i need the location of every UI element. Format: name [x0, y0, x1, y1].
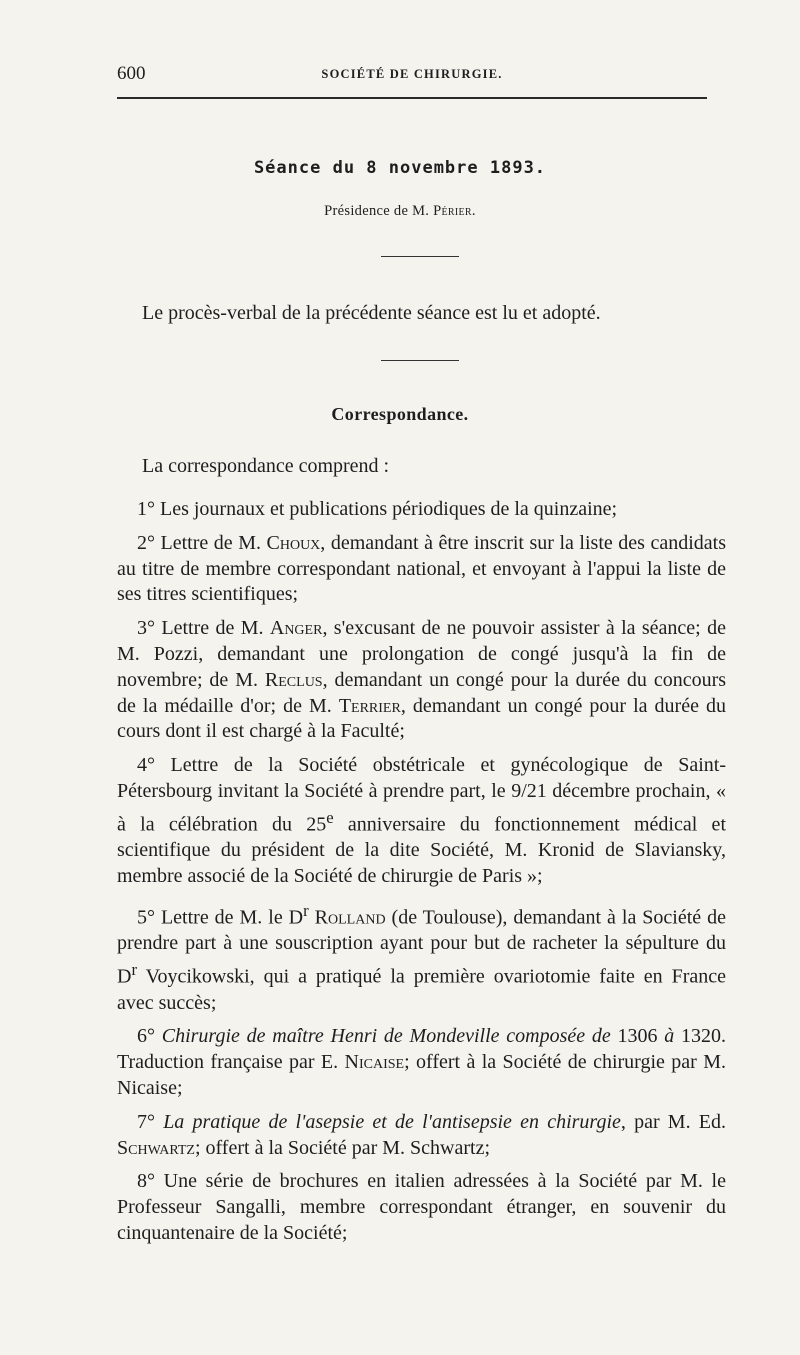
item-text: 3° Lettre de M.	[137, 617, 270, 640]
list-item	[117, 1024, 726, 1101]
person-name: Terrier	[338, 694, 401, 717]
item-text: 6°	[137, 1025, 162, 1048]
item-text: Voycikowski, qui a pratiqué la première ovariotomie faite en France avec succès;	[117, 965, 726, 1014]
list-item	[117, 1169, 726, 1246]
person-name: Anger	[269, 617, 323, 640]
item-text: , demandant un congé pour la durée du cours dont il est chargé à la Faculté;	[117, 694, 726, 743]
item-text: 8° Une série de brochures en italien adressées à la Société par M. le Professeur Sangalli, membre correspondant étranger, en souvenir du cinquantenaire de la Société;	[117, 1170, 726, 1244]
list-item	[117, 616, 726, 745]
item-text: 1° Les journaux et publications périodiques de la quinzaine;	[137, 498, 618, 520]
list-item	[117, 531, 726, 608]
item-text: , demandant un congé pour la durée du concours de la médaille d'or; de M.	[117, 668, 727, 717]
superscript: r	[303, 900, 309, 920]
work-title: Chirurgie de maître Henri de Mondeville composée de	[161, 1025, 611, 1048]
work-title: La pratique de l'asepsie et de l'antisepsie en chirurgie	[163, 1110, 621, 1133]
item-text: 4° Lettre de la Société obstétricale et gynécologique de Saint-Pétersbourg invitant la Société à prendre part, le 9/21 décembre prochain, « à la célébration du 25	[117, 754, 726, 836]
person-name: Choux	[266, 531, 321, 554]
running-head	[117, 63, 707, 85]
person-name: Rolland	[314, 906, 386, 929]
item-text: 1306	[610, 1025, 665, 1048]
presidence-line	[0, 203, 800, 220]
list-item	[117, 753, 726, 890]
header-rule	[117, 97, 707, 99]
item-text: 1320. Traduction française par E.	[117, 1025, 726, 1074]
person-name: Reclus	[264, 668, 323, 691]
correspondance-intro: La correspondance comprend :	[142, 455, 390, 477]
section-divider	[381, 360, 459, 361]
superscript: e	[326, 807, 334, 827]
item-text: , s'excusant de ne pouvoir assister à la séance; de M. Pozzi, demandant une prolongation de congé jusqu'à la fin de novembre; de M.	[117, 617, 726, 691]
section-divider	[381, 256, 459, 257]
page-number: 600	[117, 63, 146, 84]
list-item	[117, 1110, 726, 1162]
item-text: (de Toulouse), demandant à la Société de prendre part à une souscription ayant pour but de racheter la sépulture du D	[117, 906, 727, 988]
item-text: , demandant à être inscrit sur la liste des candidats au titre de membre correspondant national, et envoyant à l'appui la liste de ses titres scientifiques;	[117, 531, 727, 606]
minutes-adopted: Le procès-verbal de la précédente séance est lu et adopté.	[142, 302, 601, 324]
list-item	[117, 497, 726, 523]
item-text: 5° Lettre de M. le D	[137, 906, 304, 929]
correspondance-list	[117, 497, 726, 1255]
item-text: ; offert à la Société de chirurgie par M. Nicaise;	[117, 1051, 726, 1099]
item-text: 7°	[137, 1110, 164, 1133]
presidence-prefix: Présidence de M.	[324, 203, 434, 219]
item-text: anniversaire du fonctionnement médical et scientifique du président de la dite Société, M. Kronid de Slaviansky, membre associé de la Société de chirurgie de Paris »;	[117, 813, 726, 888]
journal-title: SOCIÉTÉ DE CHIRURGIE.	[321, 67, 503, 81]
president-name: Périer.	[433, 203, 476, 219]
session-title: Séance du 8 novembre 1893.	[253, 158, 547, 178]
person-name: Schwartz	[117, 1136, 195, 1159]
list-item	[117, 898, 726, 1017]
correspondance-heading: Correspondance.	[331, 404, 469, 424]
person-name: Nicaise	[344, 1051, 405, 1074]
item-text: , par M. Ed.	[620, 1110, 726, 1133]
item-text: ; offert à la Société par M. Schwartz;	[194, 1136, 491, 1159]
item-text: 2° Lettre de M.	[137, 531, 267, 554]
superscript: r	[131, 960, 137, 980]
work-title: à	[664, 1025, 675, 1048]
